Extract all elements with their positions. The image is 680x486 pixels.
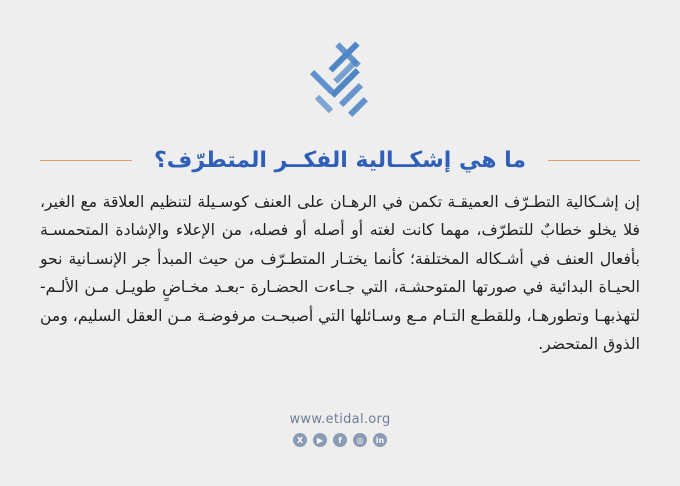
footer [0, 412, 680, 447]
title-left-rule [40, 160, 132, 161]
social-icons [293, 433, 387, 447]
page-title: ما هي إشكــالية الفكــر المتطرّف؟ [154, 147, 527, 173]
article-paragraph: إن إشـكالية التطـرّف العميقـة تكمن في الرهـان على العنف كوسـيلة لتنظيم العلاقة مع الغير، فلا يخلو خطابٌ للتطرّف، مهما كانت لغته أو أصله أو فصله، من الإعلاء والإشادة المتحمسـة بأفعال العنف في أشـكاله المختلفة؛ كأنما يختـار المتطـرّف من حيث المبدأ جر الإنسـانية نحو الحيـاة البدائية في صورتها المتوحشـة، التي جـاءت الحضـارة -بعـد مخـاضٍ طويـل مـن الألـم- لتهذبهـا وتطورهـا، وللقطـع التـام مـع وسـائلها التي أصبحـت مرفوضـة مـن العقل السليم، ومن الذوق المتحضر. [40, 193, 640, 354]
article-body [40, 188, 640, 358]
instagram-icon[interactable]: ◎ [353, 433, 367, 447]
website-link[interactable]: www.etidal.org [289, 412, 391, 427]
x-icon[interactable]: X [293, 433, 307, 447]
youtube-icon[interactable]: ▶ [313, 433, 327, 447]
title-right-rule [548, 160, 640, 161]
linkedin-icon[interactable]: in [373, 433, 387, 447]
facebook-icon[interactable]: f [333, 433, 347, 447]
title-row [40, 140, 640, 180]
etidal-logo [307, 34, 379, 120]
